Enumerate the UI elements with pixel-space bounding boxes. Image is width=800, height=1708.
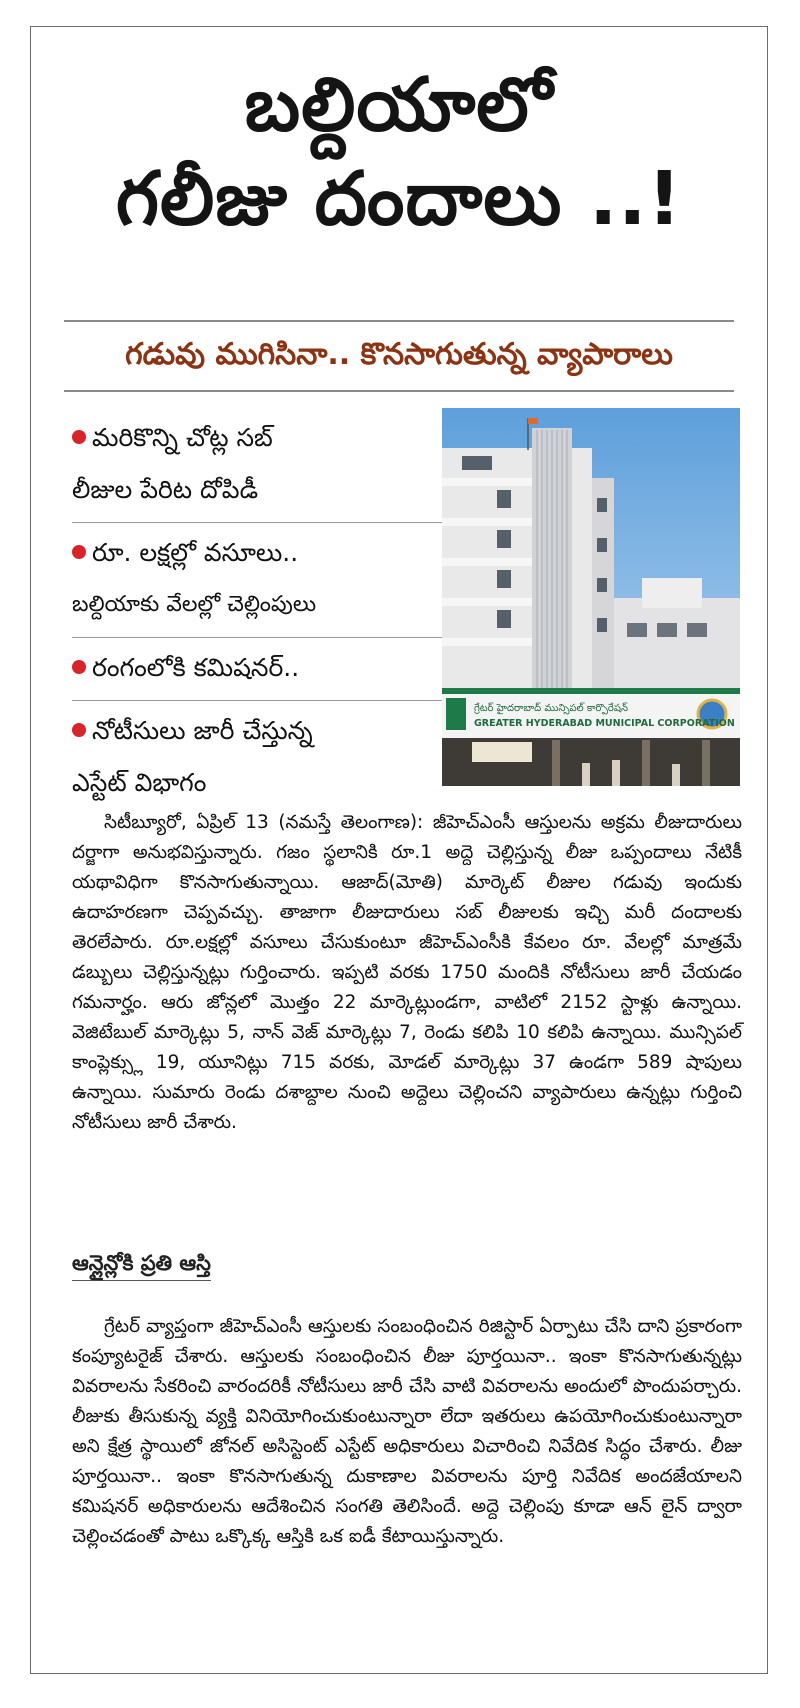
bullet-item xyxy=(72,523,442,638)
headline xyxy=(30,58,768,246)
sign-english-text: GREATER HYDERABAD MUNICIPAL CORPORATION xyxy=(474,718,735,729)
bullet-text: నోటీసులు జారీ చేస్తున్న xyxy=(92,716,313,745)
section-heading: ఆన్లైన్లోకి ప్రతి ఆస్తి xyxy=(72,1248,211,1281)
bullet-item xyxy=(72,408,442,523)
annex-windows xyxy=(627,623,707,637)
bullet-dot-icon xyxy=(72,723,86,737)
headline-line-2: గలీజు దందాలు ..! xyxy=(115,156,683,242)
paragraph-text: సిటీబ్యూరో, ఏప్రిల్ 13 (నమస్తే తెలంగాణ): జీహెచ్ఎంసీ ఆస్తులను అక్రమ లీజుదారులు దర్జాగా అనుభవిస్తున్నారు. గజం స్థలానికి రూ.1 అద్దె చెల్లిస్తున్న లీజు ఒప్పందాలు నేటికీ యథావిధిగా కొనసాగుతున్నాయి. ఆజాద్(మోతి) మార్కెట్ లీజుల గడువు ఇందుకు ఉదాహరణగా చెప్పవచ్చు. తాజాగా లీజుదారులు సబ్ లీజులకు ఇచ్చి మరీ దందాలకు తెరలేపారు. రూ.లక్షల్లో వసూలు చేసుకుంటూ జీహెచ్ఎంసీకి కేవలం రూ. వేలల్లో మాత్రమే డబ్బులు చెల్లిస్తున్నట్లు గుర్తించారు. ఇప్పటి వరకు 1750 మందికి నోటీసులు జారీ చేయడం గమనార్హం. ఆరు జోన్లలో మొత్తం 22 మార్కెట్లుండగా, వాటిలో 2152 స్టాళ్లు ఉన్నాయి. వెజిటేబుల్ మార్కెట్లు 5, నాన్ వెజ్ మార్కెట్లు 7, రెండు కలిపి 10 కలిపి ఉన్నాయి. మున్సిపల్ కాంప్లెక్స్లు 19, యూనిట్లు 715 వరకు, మోడల్ మార్కెట్లు 37 ఉండగా 589 షాపులు ఉన్నాయి. సుమారు రెండు దశాబ్దాల నుంచి అద్దెలు చెల్లించని వ్యాపారులు ఉన్నట్లు గుర్తించి నోటీసులు జారీ చేశారు. xyxy=(72,812,742,1133)
flag-icon xyxy=(528,418,538,424)
bullet-text: లీజుల పేరిట దోపిడీ xyxy=(72,475,259,504)
ghmc-logo-icon xyxy=(446,698,466,730)
headline-line-1: బల్దియాలో xyxy=(244,62,554,148)
bullet-dot-icon xyxy=(72,430,86,444)
bullet-text: రూ. లక్షల్లో వసూలు.. xyxy=(92,538,299,567)
article-paragraph-2 xyxy=(72,1312,742,1552)
paragraph-text: గ్రేటర్ వ్యాప్తంగా జీహెచ్ఎంసీ ఆస్తులకు సంబంధించిన రిజిస్టార్ ఏర్పాటు చేసి దాని ప్రకారంగా కంప్యూటరైజ్ చేశారు. ఆస్తులకు సంబంధించిన లీజు పూర్తయినా.. ఇంకా కొనసాగుతున్నట్లు వివరాలను సేకరించి వారందరికీ నోటీసులు జారీ చేసి వాటి వివరాలను అందులో పొందుపర్చారు. లీజుకు తీసుకున్న వ్యక్తి వినియోగించుకుంటున్నారా లేదా ఇతరులు ఉపయోగించుకుంటున్నారా అని క్షేత్ర స్థాయిలో జోనల్ అసిస్టెంట్ ఎస్టేట్ అధికారులు విచారించి నివేదిక సిద్ధం చేశారు. లీజు పూర్తయినా.. ఇంకా కొనసాగుతున్న దుకాణాల వివరాలను పూర్తి నివేదిక అందజేయాలని కమిషనర్ అధికారులను ఆదేశించిన సంగతి తెలిసిందే. అద్దె చెల్లింపు కూడా ఆన్ లైన్ ద్వారా చెల్లించడంతో పాటు ఒక్కొక్క ఆస్తికి ఒక ఐడీ కేటాయిస్తున్నారు. xyxy=(72,1316,742,1547)
bullet-text: బల్దియాకు వేలల్లో చెల్లింపులు xyxy=(72,592,317,617)
subheadline-bottom-rule xyxy=(64,390,734,392)
sign-telugu-text: గ్రేటర్ హైదరాబాద్ మున్సిపల్ కార్పొరేషన్ xyxy=(474,703,629,714)
annex-top xyxy=(642,578,702,608)
article-paragraph-1 xyxy=(72,808,742,1138)
annex-building xyxy=(614,598,740,688)
bullet-text: రంగంలోకి కమిషనర్.. xyxy=(92,653,300,682)
bullet-dot-icon xyxy=(72,545,86,559)
subheadline-top-rule xyxy=(64,320,734,322)
ghmc-building-photo xyxy=(442,408,740,786)
bullet-text: మరికొన్ని చోట్ల సబ్ xyxy=(92,423,273,452)
grille-lines xyxy=(537,430,567,688)
small-sign xyxy=(472,742,532,762)
building-illustration xyxy=(442,408,740,786)
bullet-item xyxy=(72,638,442,701)
bullet-item xyxy=(72,701,442,815)
subheadline: గడువు ముగిసినా.. కొనసాగుతున్న వ్యాపారాలు xyxy=(125,337,673,372)
sign-top-stripe xyxy=(442,688,740,694)
bullet-dot-icon xyxy=(72,660,86,674)
bullet-text: ఎస్టేట్ విభాగం xyxy=(72,768,207,797)
bullet-list xyxy=(72,408,442,815)
